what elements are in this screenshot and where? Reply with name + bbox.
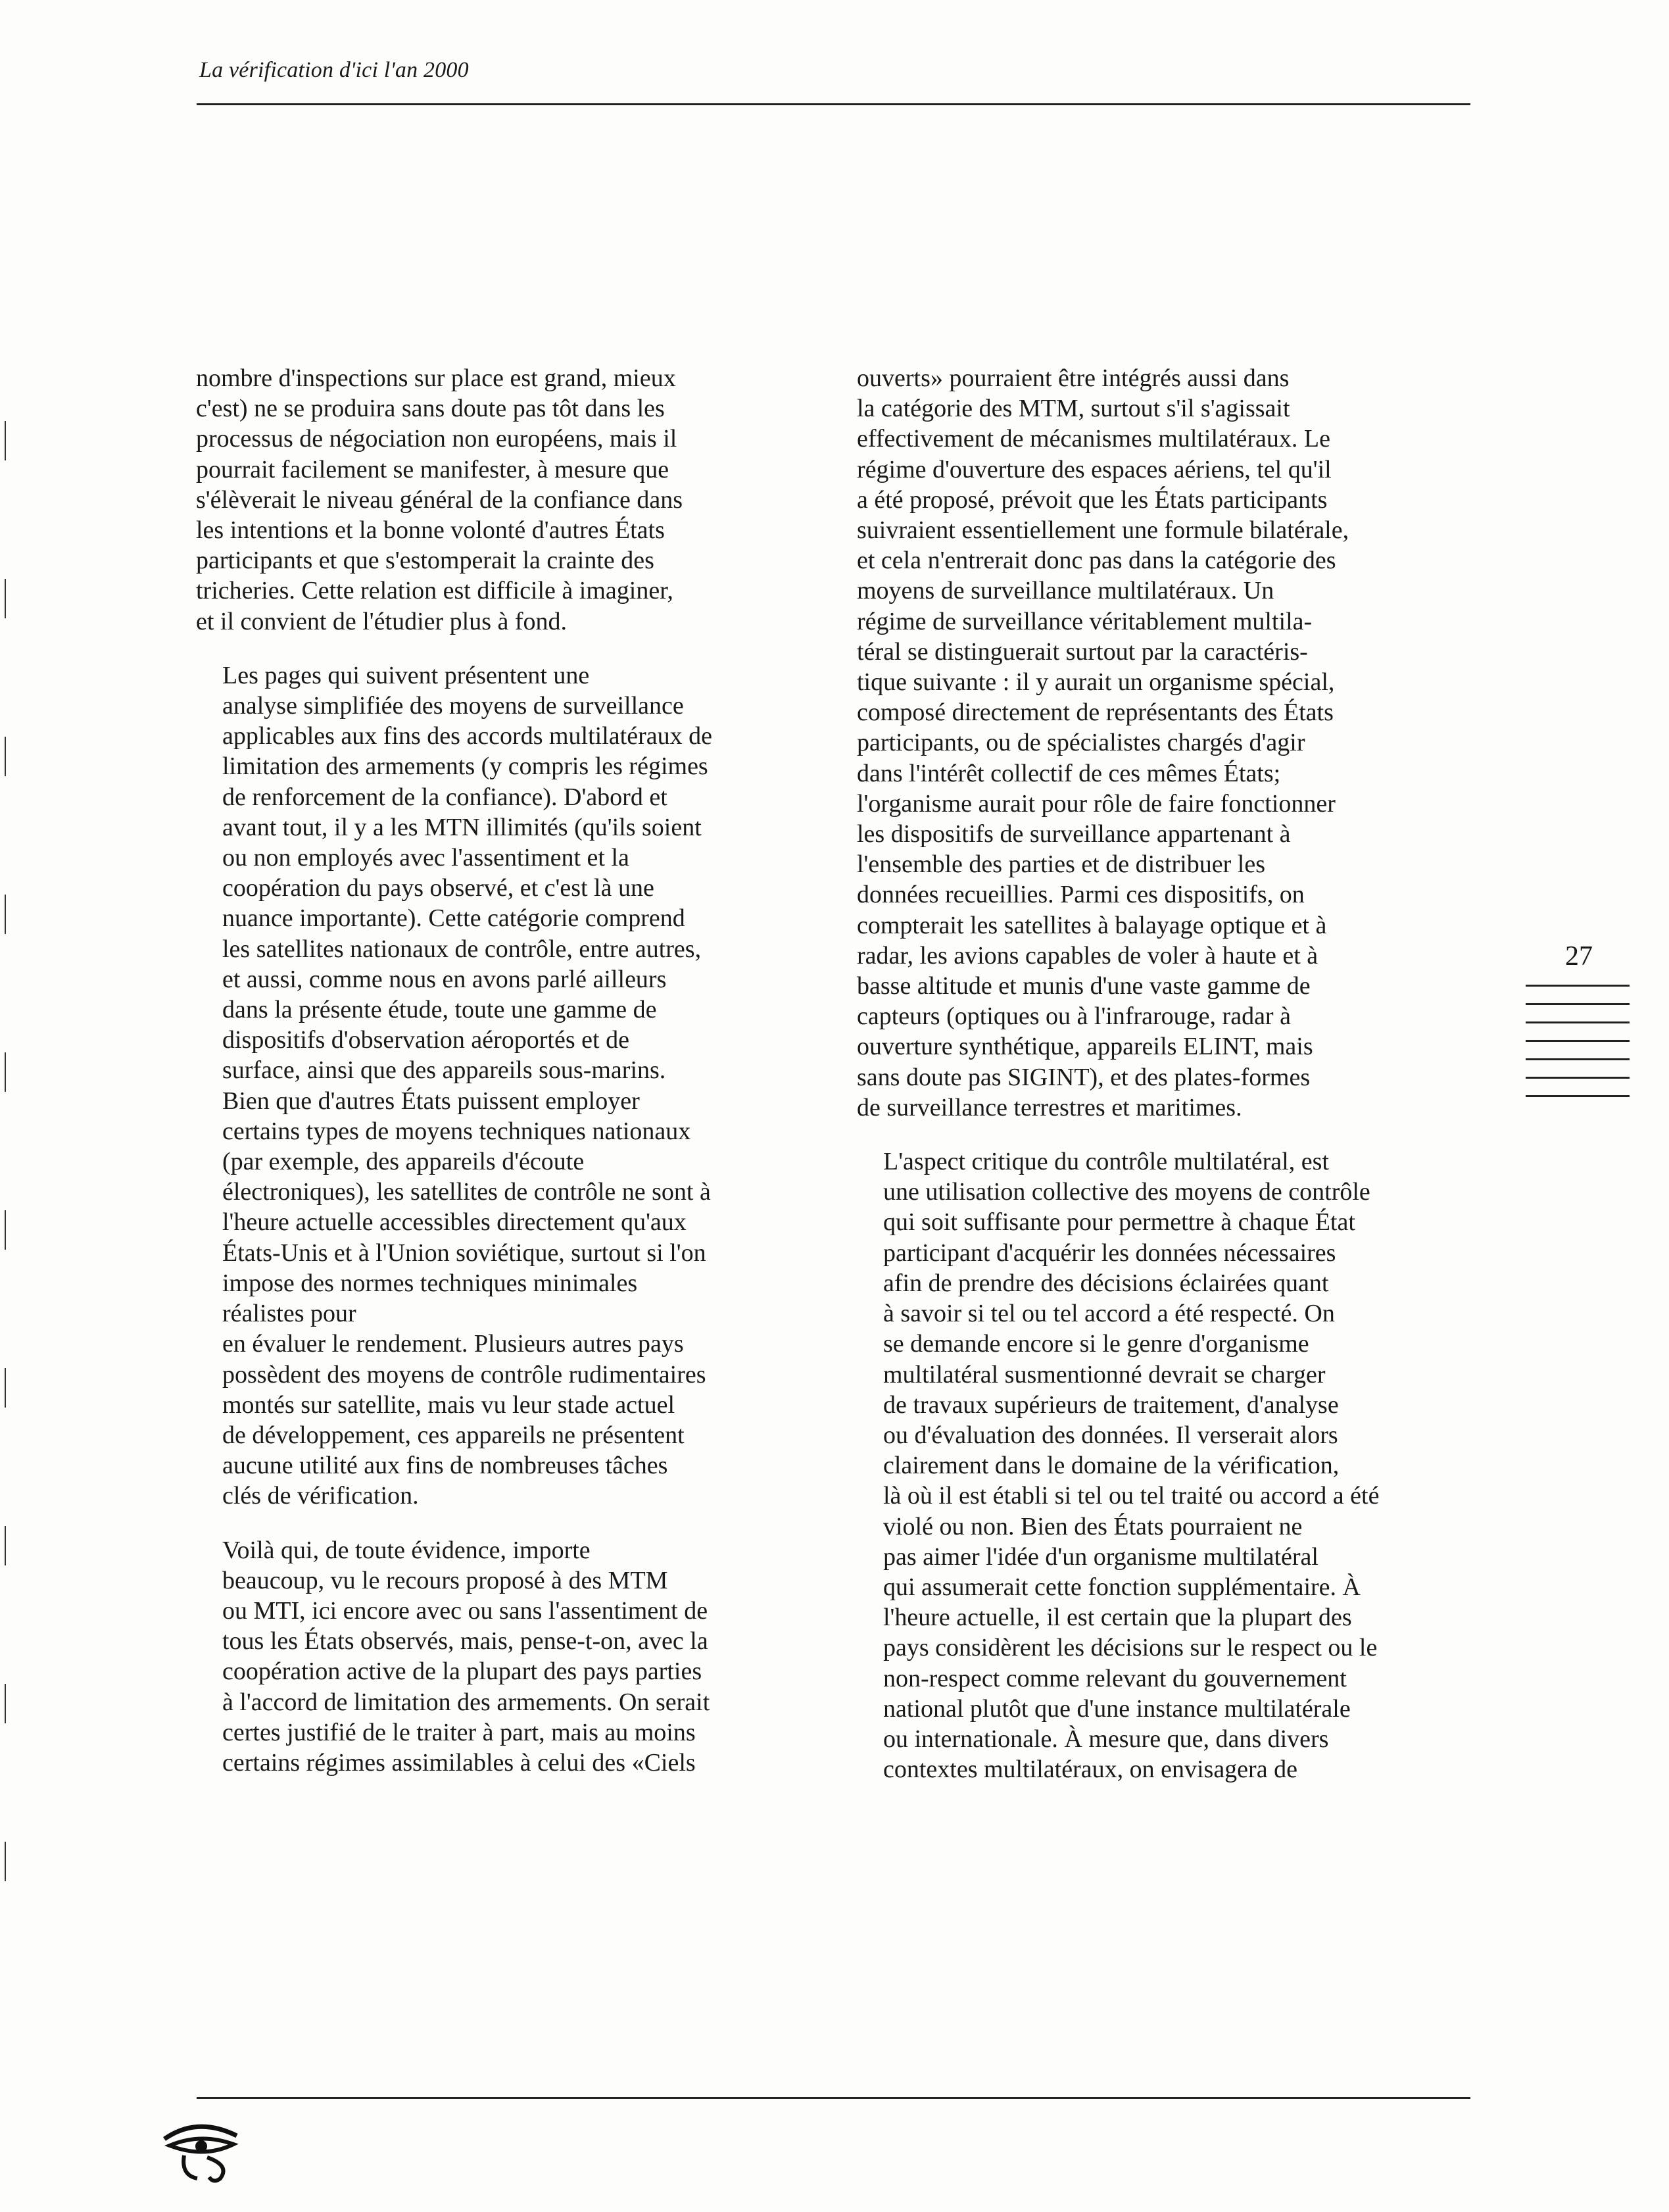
text-line: suivraient essentiellement une formule bilatérale,: [857, 516, 1349, 545]
text-line: montés sur satellite, mais vu leur stade actuel: [222, 1390, 675, 1419]
text-line: sans doute pas SIGINT), et des plates-formes: [857, 1063, 1311, 1091]
text-line: participant d'acquérir les données nécessaires: [883, 1239, 1336, 1267]
left-column: [196, 363, 827, 1778]
text-line: radar, les avions capables de voler à haute et à: [857, 941, 1318, 970]
text-line: qui soit suffisante pour permettre à chaque État: [883, 1208, 1355, 1237]
text-line: non-respect comme relevant du gouvernement: [883, 1664, 1347, 1692]
text-line: basse altitude et munis d'une vaste gamme de: [857, 972, 1311, 1000]
text-line: données recueillies. Parmi ces dispositifs, on: [857, 881, 1305, 909]
paragraph: [196, 363, 827, 637]
text-line: l'heure actuelle accessibles directement qu'aux: [222, 1208, 687, 1237]
text-line: analyse simplifiée des moyens de surveillance: [222, 692, 684, 720]
text-line: nombre d'inspections sur place est grand, mieux: [196, 364, 676, 392]
text-line: régime d'ouverture des espaces aériens, tel qu'il: [857, 455, 1332, 483]
eye-of-horus-icon: [158, 2113, 250, 2185]
text-line: les dispositifs de surveillance appartenant à: [857, 820, 1291, 848]
text-line: certains régimes assimilables à celui des «Ciels: [222, 1748, 696, 1777]
paragraph: [196, 1535, 827, 1779]
text-line: les intentions et la bonne volonté d'autres États: [196, 516, 665, 545]
text-line: impose des normes techniques minimales: [222, 1269, 638, 1297]
text-line: l'heure actuelle, il est certain que la plupart des: [883, 1604, 1352, 1632]
text-line: à savoir si tel ou tel accord a été respecté. On: [883, 1300, 1335, 1328]
text-line: ouverts» pourraient être intégrés aussi dans: [857, 364, 1290, 392]
margin-rule: [1526, 985, 1630, 987]
text-line: clairement dans le domaine de la vérification,: [883, 1452, 1340, 1480]
text-line: beaucoup, vu le recours proposé à des MTM: [222, 1566, 668, 1594]
text-line: électroniques), les satellites de contrôle ne sont à: [222, 1178, 711, 1206]
text-line: pourrait facilement se manifester, à mesure que: [196, 455, 669, 483]
text-line: nuance importante). Cette catégorie comprend: [222, 904, 685, 933]
text-line: ou MTI, ici encore avec ou sans l'assentiment de: [222, 1596, 708, 1625]
text-line: Les pages qui suivent présentent une: [222, 661, 590, 689]
text-line: à l'accord de limitation des armements. On serait: [222, 1688, 710, 1716]
paragraph: [196, 660, 827, 1512]
header-rule: [197, 103, 1470, 105]
text-line: de renforcement de la confiance). D'abord et: [222, 783, 667, 811]
margin-rule: [1526, 1077, 1630, 1079]
text-line: ou d'évaluation des données. Il verserait alors: [883, 1421, 1338, 1449]
page-number: 27: [1565, 941, 1593, 971]
text-line: clés de vérification.: [222, 1482, 419, 1510]
text-line: possèdent des moyens de contrôle rudimentaires: [222, 1360, 706, 1389]
text-line: composé directement de représentants des États: [857, 699, 1334, 727]
paragraph: [857, 363, 1475, 1123]
text-line: coopération active de la plupart des pays parties: [222, 1658, 702, 1686]
text-line: (par exemple, des appareils d'écoute: [222, 1148, 585, 1176]
text-line: moyens de surveillance multilatéraux. Un: [857, 577, 1274, 605]
text-line: s'élèverait le niveau général de la confiance dans: [196, 485, 683, 514]
text-line: multilatéral susmentionné devrait se charger: [883, 1360, 1326, 1389]
text-line: dans la présente étude, toute une gamme de: [222, 996, 657, 1024]
text-line: surface, ainsi que des appareils sous-marins.: [222, 1056, 666, 1085]
text-line: Voilà qui, de toute évidence, importe: [222, 1536, 591, 1564]
text-line: participants et que s'estomperait la crainte des: [196, 547, 654, 575]
text-line: aucune utilité aux fins de nombreuses tâches: [222, 1452, 668, 1480]
text-line: et cela n'entrerait donc pas dans la catégorie des: [857, 547, 1336, 575]
margin-rule: [1526, 1095, 1630, 1097]
text-line: ou non employés avec l'assentiment et la: [222, 844, 629, 872]
text-line: ouverture synthétique, appareils ELINT, mais: [857, 1033, 1313, 1061]
text-line: l'organisme aurait pour rôle de faire fonctionner: [857, 789, 1336, 818]
text-line: certains types de moyens techniques nationaux: [222, 1117, 691, 1145]
text-line: pas aimer l'idée d'un organisme multilatéral: [883, 1542, 1318, 1571]
text-line: pays considèrent les décisions sur le respect ou le: [883, 1634, 1378, 1662]
text-line: l'ensemble des parties et de distribuer les: [857, 850, 1265, 879]
text-line: contextes multilatéraux, on envisagera de: [883, 1756, 1297, 1784]
text-line: les satellites nationaux de contrôle, entre autres,: [222, 935, 702, 963]
text-line: avant tout, il y a les MTN illimités (qu'ils soient: [222, 813, 702, 841]
text-line: tous les États observés, mais, pense-t-on, avec la: [222, 1627, 708, 1656]
text-line: ou internationale. À mesure que, dans divers: [883, 1725, 1329, 1753]
text-line: participants, ou de spécialistes chargés d'agir: [857, 729, 1305, 757]
text-line: dans l'intérêt collectif de ces mêmes États;: [857, 759, 1281, 787]
text-line: capteurs (optiques ou à l'infrarouge, radar à: [857, 1002, 1291, 1031]
margin-rule: [1526, 1040, 1630, 1042]
text-line: dispositifs d'observation aéroportés et de: [222, 1026, 629, 1054]
margin-rule: [1526, 1021, 1630, 1023]
text-line: et il convient de l'étudier plus à fond.: [196, 607, 568, 635]
text-line: de surveillance terrestres et maritimes.: [857, 1093, 1242, 1121]
text-line: la catégorie des MTM, surtout s'il s'agissait: [857, 395, 1290, 423]
text-line: et aussi, comme nous en avons parlé ailleurs: [222, 965, 667, 993]
text-line: certes justifié de le traiter à part, mais au moins: [222, 1718, 696, 1746]
text-line: applicables aux fins des accords multilatéraux de: [222, 722, 712, 750]
binding-bracket: [0, 395, 20, 1973]
text-line: tricheries. Cette relation est difficile à imaginer,: [196, 577, 673, 605]
text-line: là où il est établi si tel ou tel traité ou accord a été: [883, 1482, 1380, 1510]
paragraph: [857, 1146, 1475, 1784]
text-line: de développement, ces appareils ne présentent: [222, 1421, 685, 1449]
text-line: en évaluer le rendement. Plusieurs autres pays: [222, 1330, 684, 1358]
text-line: États-Unis et à l'Union soviétique, surtout si l'on: [222, 1239, 706, 1267]
text-line: effectivement de mécanismes multilatéraux. Le: [857, 425, 1330, 453]
text-line: qui assumerait cette fonction supplémentaire. À: [883, 1573, 1361, 1601]
text-line: se demande encore si le genre d'organisme: [883, 1330, 1309, 1358]
text-line: réalistes pour: [222, 1300, 356, 1328]
running-title: La vérification d'ici l'an 2000: [199, 58, 469, 82]
margin-rule: [1526, 1003, 1630, 1005]
text-line: limitation des armements (y compris les régimes: [222, 752, 708, 781]
margin-rule: [1526, 1058, 1630, 1060]
text-line: de travaux supérieurs de traitement, d'analyse: [883, 1390, 1339, 1419]
text-line: compterait les satellites à balayage optique et à: [857, 911, 1327, 939]
text-line: processus de négociation non européens, mais il: [196, 425, 677, 453]
margin-rules: [1526, 985, 1631, 1114]
text-line: L'aspect critique du contrôle multilatéral, est: [883, 1148, 1329, 1176]
text-line: a été proposé, prévoit que les États participants: [857, 485, 1328, 514]
text-line: coopération du pays observé, et c'est là une: [222, 874, 654, 902]
text-line: afin de prendre des décisions éclairées quant: [883, 1269, 1329, 1297]
text-line: téral se distinguerait surtout par la caractéris-: [857, 637, 1308, 666]
text-line: régime de surveillance véritablement multila-: [857, 607, 1313, 635]
text-line: violé ou non. Bien des États pourraient ne: [883, 1512, 1303, 1540]
text-line: national plutôt que d'une instance multilatérale: [883, 1694, 1351, 1723]
text-line: Bien que d'autres États puissent employer: [222, 1087, 640, 1115]
text-line: une utilisation collective des moyens de contrôle: [883, 1178, 1370, 1206]
text-line: tique suivante : il y aurait un organisme spécial,: [857, 668, 1335, 697]
text-line: c'est) ne se produira sans doute pas tôt dans les: [196, 395, 665, 423]
footer-rule: [197, 2097, 1470, 2099]
right-column: [857, 363, 1475, 1784]
